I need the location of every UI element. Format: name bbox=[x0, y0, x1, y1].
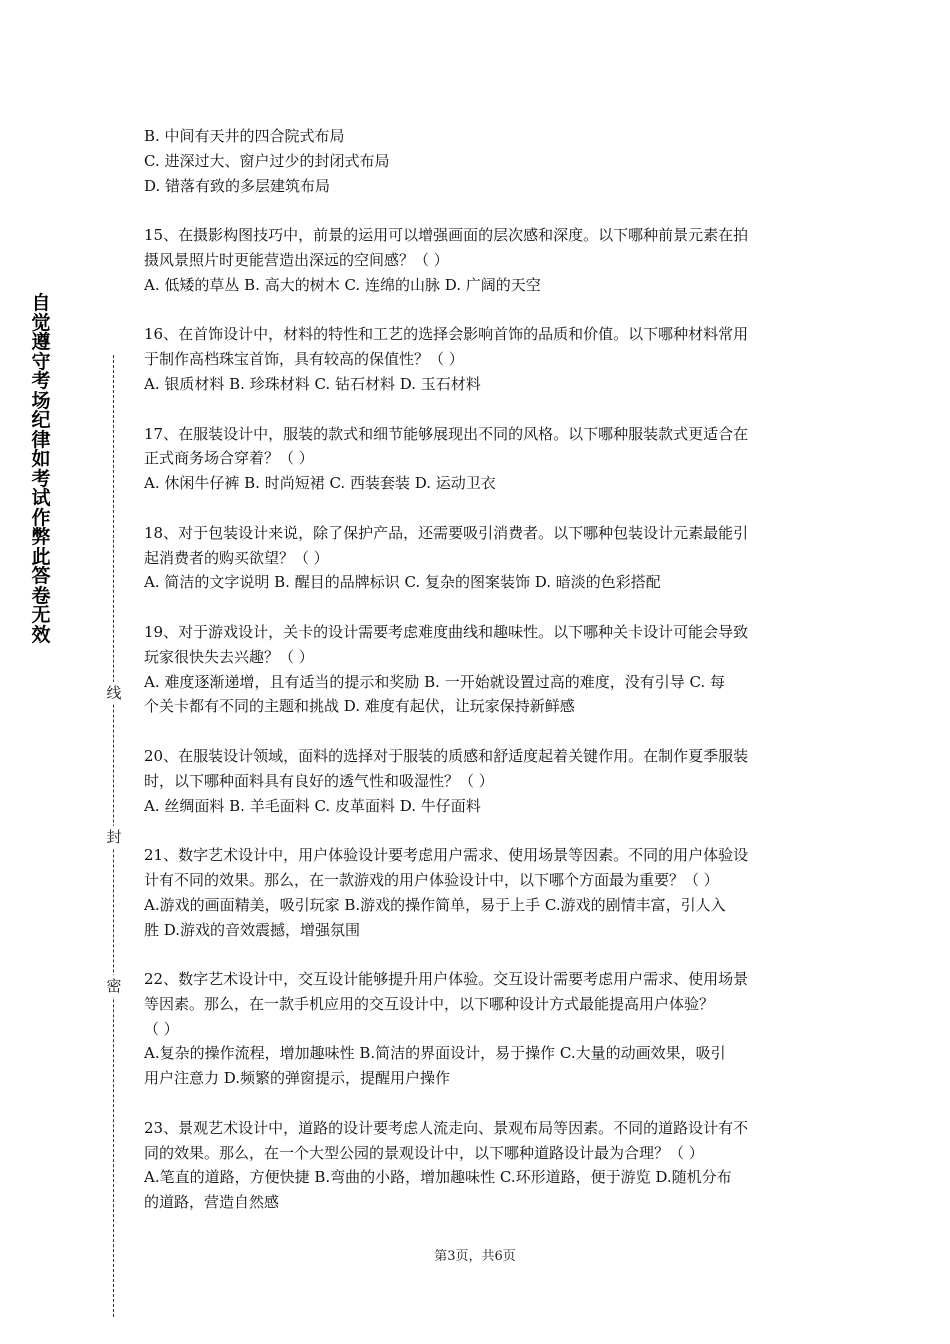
question-stem-line: 18、对于包装设计来说，除了保护产品，还需要吸引消费者。以下哪种包装设计元素最能引 bbox=[144, 523, 749, 542]
binding-mark-xian: 线 bbox=[106, 684, 122, 702]
question-17 bbox=[144, 422, 810, 496]
option-line: D. 错落有致的多层建筑布局 bbox=[144, 176, 331, 195]
question-stem-line: 计有不同的效果。那么，在一款游戏的用户体验设计中，以下哪个方面最为重要？（ ） bbox=[144, 870, 719, 889]
question-21 bbox=[144, 843, 810, 942]
page-number-footer: 第3页，共6页 bbox=[434, 1249, 516, 1264]
question-options-line: A.笔直的道路，方便快捷 B.弯曲的小路，增加趣味性 C.环形道路，便于游览 D.随机分布 bbox=[144, 1168, 732, 1187]
question-stem-line: 同的效果。那么，在一个大型公园的景观设计中，以下哪种道路设计最为合理？（ ） bbox=[144, 1143, 704, 1162]
binding-mark-mi: 密 bbox=[106, 977, 122, 995]
question-stem-line: 21、数字艺术设计中，用户体验设计要考虑用户需求、使用场景等因素。不同的用户体验设 bbox=[144, 846, 749, 865]
question-stem-line: 22、数字艺术设计中，交互设计能够提升用户体验。交互设计需要考虑用户需求、使用场景 bbox=[144, 970, 749, 989]
question-options-line: A. 银质材料 B. 珍珠材料 C. 钻石材料 D. 玉石材料 bbox=[144, 374, 481, 393]
exam-content bbox=[144, 124, 810, 1215]
question-stem-line: 等因素。那么，在一款手机应用的交互设计中，以下哪种设计方式最能提高用户体验？ bbox=[144, 994, 715, 1013]
question-stem-line: 摄风景照片时更能营造出深远的空间感？（ ） bbox=[144, 250, 449, 269]
question-23 bbox=[144, 1116, 810, 1215]
question-stem-line: 20、在服装设计领域，面料的选择对于服装的质感和舒适度起着关键作用。在制作夏季服装 bbox=[144, 746, 749, 765]
question-stem-line: （ ） bbox=[144, 1019, 179, 1038]
question-stem-line: 17、在服装设计中，服装的款式和细节能够展现出不同的风格。以下哪种服装款式更适合在 bbox=[144, 424, 749, 443]
question-stem-line: 16、在首饰设计中，材料的特性和工艺的选择会影响首饰的品质和价值。以下哪种材料常用 bbox=[144, 325, 749, 344]
question-stem-line: 于制作高档珠宝首饰，具有较高的保值性？（ ） bbox=[144, 350, 464, 369]
option-line: C. 进深过大、窗户过少的封闭式布局 bbox=[144, 151, 390, 170]
question-options-line: A.复杂的操作流程，增加趣味性 B.简洁的界面设计，易于操作 C.大量的动画效果，吸引 bbox=[144, 1044, 726, 1063]
sidebar-warning-text: 自觉遵守考场纪律如考试作弊此答卷无效 bbox=[31, 292, 51, 646]
question-options-line: 胜 D.游戏的音效震撼，增强氛围 bbox=[144, 920, 361, 939]
question-18 bbox=[144, 521, 810, 595]
question-stem-line: 19、对于游戏设计，关卡的设计需要考虑难度曲线和趣味性。以下哪种关卡设计可能会导致 bbox=[144, 622, 749, 641]
question-options-line: A. 休闲牛仔裤 B. 时尚短裙 C. 西装套装 D. 运动卫衣 bbox=[144, 474, 496, 493]
question-19 bbox=[144, 620, 810, 719]
question-options-line: A. 难度逐渐递增，且有适当的提示和奖励 B. 一开始就设置过高的难度，没有引导 C. 每 bbox=[144, 672, 725, 691]
question-options-line: A. 丝绸面料 B. 羊毛面料 C. 皮革面料 D. 牛仔面料 bbox=[144, 796, 481, 815]
binding-mark-feng: 封 bbox=[106, 828, 122, 846]
carryover-options bbox=[144, 124, 810, 198]
question-15 bbox=[144, 223, 810, 297]
question-stem-line: 正式商务场合穿着？（ ） bbox=[144, 449, 314, 468]
question-options-line: A.游戏的画面精美，吸引玩家 B.游戏的操作简单，易于上手 C.游戏的剧情丰富，引人入 bbox=[144, 895, 726, 914]
question-20 bbox=[144, 744, 810, 818]
question-stem-line: 玩家很快失去兴趣？（ ） bbox=[144, 647, 314, 666]
question-options-line: 的道路，营造自然感 bbox=[144, 1193, 280, 1212]
question-options-line: A. 简洁的文字说明 B. 醒目的品牌标识 C. 复杂的图案装饰 D. 暗淡的色彩搭配 bbox=[144, 573, 661, 592]
question-stem-line: 时，以下哪种面料具有良好的透气性和吸湿性？（ ） bbox=[144, 771, 494, 790]
question-stem-line: 起消费者的购买欲望？（ ） bbox=[144, 548, 329, 567]
question-options-line: A. 低矮的草丛 B. 高大的树木 C. 连绵的山脉 D. 广阔的天空 bbox=[144, 275, 541, 294]
question-22 bbox=[144, 967, 810, 1091]
question-stem-line: 23、景观艺术设计中，道路的设计要考虑人流走向、景观布局等因素。不同的道路设计有不 bbox=[144, 1118, 749, 1137]
question-options-line: 用户注意力 D.频繁的弹窗提示，提醒用户操作 bbox=[144, 1069, 451, 1088]
question-16 bbox=[144, 322, 810, 396]
question-options-line: 个关卡都有不同的主题和挑战 D. 难度有起伏，让玩家保持新鲜感 bbox=[144, 697, 575, 716]
option-line: B. 中间有天井的四合院式布局 bbox=[144, 127, 345, 145]
question-stem-line: 15、在摄影构图技巧中，前景的运用可以增强画面的层次感和深度。以下哪种前景元素在拍 bbox=[144, 226, 749, 245]
